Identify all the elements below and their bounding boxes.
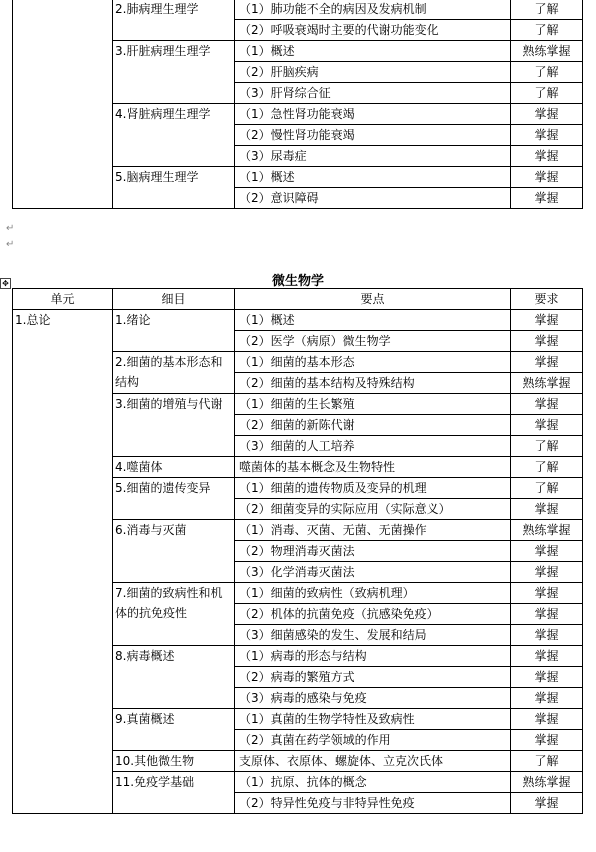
sub-item-cell: 9.真菌概述 [113, 709, 235, 751]
sub-item-cell: 7.细菌的致病性和机体的抗免疫性 [113, 583, 235, 646]
point-cell: （1）细菌的致病性（致病机理） [235, 583, 511, 604]
point-cell: （1）急性肾功能衰竭 [235, 104, 511, 125]
requirement-cell: 熟练掌握 [511, 772, 583, 793]
point-cell: （2）慢性肾功能衰竭 [235, 125, 511, 146]
point-cell: （1）细菌的遗传物质及变异的机理 [235, 478, 511, 499]
header-unit: 单元 [13, 289, 113, 310]
main-table-body [13, 310, 583, 814]
point-cell: （2）真菌在药学领域的作用 [235, 730, 511, 751]
point-cell: （2）医学（病原）微生物学 [235, 331, 511, 352]
requirement-cell: 掌握 [511, 562, 583, 583]
unit-cell [13, 0, 113, 209]
header-points: 要点 [235, 289, 511, 310]
point-cell: （1）肺功能不全的病因及发病机制 [235, 0, 511, 20]
point-cell: （1）细菌的基本形态 [235, 352, 511, 373]
point-cell: （3）细菌的人工培养 [235, 436, 511, 457]
requirement-cell: 掌握 [511, 793, 583, 814]
header-req: 要求 [511, 289, 583, 310]
point-cell: （2）呼吸衰竭时主要的代谢功能变化 [235, 20, 511, 41]
sub-item-cell: 5.细菌的遗传变异 [113, 478, 235, 520]
requirement-cell: 掌握 [511, 667, 583, 688]
main-table [12, 288, 583, 814]
sub-item-cell: 2.肺病理生理学 [113, 0, 235, 41]
sub-item-cell: 8.病毒概述 [113, 646, 235, 709]
point-cell: （1）概述 [235, 167, 511, 188]
requirement-cell: 掌握 [511, 541, 583, 562]
point-cell: （2）细菌的新陈代谢 [235, 415, 511, 436]
table-move-handle-icon[interactable]: ✥ [0, 278, 11, 289]
paragraph-mark: ↵ [6, 239, 15, 250]
point-cell: （2）病毒的繁殖方式 [235, 667, 511, 688]
header-sub: 细目 [113, 289, 235, 310]
section-title: 微生物学 [271, 274, 324, 289]
point-cell: （3）肝肾综合征 [235, 83, 511, 104]
point-cell: （1）抗原、抗体的概念 [235, 772, 511, 793]
point-cell: （2）肝脑疾病 [235, 62, 511, 83]
requirement-cell: 了解 [511, 83, 583, 104]
sub-item-cell: 4.噬菌体 [113, 457, 235, 478]
point-cell: （1）病毒的形态与结构 [235, 646, 511, 667]
requirement-cell: 了解 [511, 457, 583, 478]
requirement-cell: 掌握 [511, 499, 583, 520]
unit-cell: 1.总论 [13, 310, 113, 814]
requirement-cell: 熟练掌握 [511, 373, 583, 394]
requirement-cell: 了解 [511, 436, 583, 457]
point-cell: （1）概述 [235, 310, 511, 331]
point-cell: （3）病毒的感染与免疫 [235, 688, 511, 709]
sub-item-cell: 5.脑病理生理学 [113, 167, 235, 209]
requirement-cell: 掌握 [511, 188, 583, 209]
point-cell: （1）概述 [235, 41, 511, 62]
paragraph-mark: ↵ [6, 223, 15, 234]
table-row [13, 310, 583, 331]
requirement-cell: 掌握 [511, 688, 583, 709]
requirement-cell: 掌握 [511, 646, 583, 667]
point-cell: （2）特异性免疫与非特异性免疫 [235, 793, 511, 814]
point-cell: （1）细菌的生长繁殖 [235, 394, 511, 415]
requirement-cell: 掌握 [511, 583, 583, 604]
sub-item-cell: 3.肝脏病理生理学 [113, 41, 235, 104]
requirement-cell: 掌握 [511, 709, 583, 730]
sub-item-cell: 4.肾脏病理生理学 [113, 104, 235, 167]
requirement-cell: 了解 [511, 0, 583, 20]
requirement-cell: 掌握 [511, 104, 583, 125]
requirement-cell: 熟练掌握 [511, 41, 583, 62]
point-cell: （2）细菌的基本结构及特殊结构 [235, 373, 511, 394]
requirement-cell: 了解 [511, 20, 583, 41]
requirement-cell: 掌握 [511, 352, 583, 373]
point-cell: （2）机体的抗菌免疫（抗感染免疫） [235, 604, 511, 625]
requirement-cell: 掌握 [511, 146, 583, 167]
requirement-cell: 掌握 [511, 310, 583, 331]
requirement-cell: 掌握 [511, 604, 583, 625]
requirement-cell: 掌握 [511, 730, 583, 751]
requirement-cell: 了解 [511, 478, 583, 499]
requirement-cell: 掌握 [511, 415, 583, 436]
sub-item-cell: 11.免疫学基础 [113, 772, 235, 814]
sub-item-cell: 2.细菌的基本形态和结构 [113, 352, 235, 394]
requirement-cell: 了解 [511, 62, 583, 83]
sub-item-cell: 1.绪论 [113, 310, 235, 352]
point-cell: （3）尿毒症 [235, 146, 511, 167]
requirement-cell: 了解 [511, 751, 583, 772]
point-cell: （1）真菌的生物学特性及致病性 [235, 709, 511, 730]
point-cell: （1）消毒、灭菌、无菌、无菌操作 [235, 520, 511, 541]
sub-item-cell: 3.细菌的增殖与代谢 [113, 394, 235, 457]
sub-item-cell: 10.其他微生物 [113, 751, 235, 772]
point-cell: （3）细菌感染的发生、发展和结局 [235, 625, 511, 646]
requirement-cell: 掌握 [511, 125, 583, 146]
point-cell: （2）意识障碍 [235, 188, 511, 209]
point-cell: 支原体、衣原体、螺旋体、立克次氏体 [235, 751, 511, 772]
sub-item-cell: 6.消毒与灭菌 [113, 520, 235, 583]
table-row [13, 0, 583, 20]
requirement-cell: 掌握 [511, 625, 583, 646]
header-row [13, 289, 583, 310]
point-cell: （2）物理消毒灭菌法 [235, 541, 511, 562]
requirement-cell: 掌握 [511, 167, 583, 188]
point-cell: （3）化学消毒灭菌法 [235, 562, 511, 583]
point-cell: （2）细菌变异的实际应用（实际意义） [235, 499, 511, 520]
requirement-cell: 掌握 [511, 331, 583, 352]
requirement-cell: 熟练掌握 [511, 520, 583, 541]
top-table-body [13, 0, 583, 209]
point-cell: 噬菌体的基本概念及生物特性 [235, 457, 511, 478]
top-table [12, 0, 583, 209]
requirement-cell: 掌握 [511, 394, 583, 415]
